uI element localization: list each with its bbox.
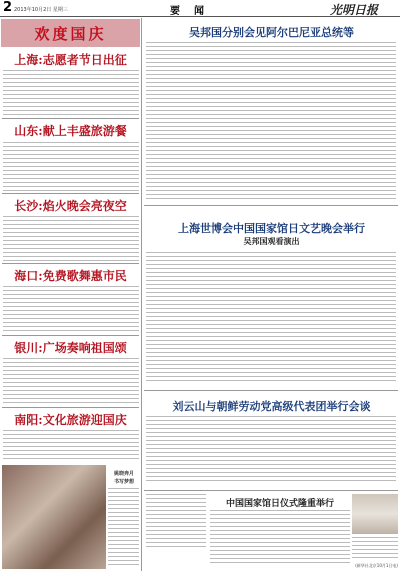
date-line: 2013年10月2日 星期三 (14, 7, 68, 13)
article-shanghai (3, 70, 139, 116)
photo-caption-2: 书写梦想 (113, 479, 134, 485)
rule (2, 193, 139, 194)
photo-caption-text (108, 488, 139, 568)
headline-shanghai: 上海:志愿者节日出征 (14, 53, 127, 67)
headline-liu: 刘云山与朝鲜劳动党高级代表团举行会谈 (172, 400, 371, 413)
article-yinchuan (3, 358, 139, 405)
sidebar-brief (146, 494, 206, 550)
rule (144, 205, 398, 206)
rule (144, 390, 398, 391)
column-divider (141, 18, 142, 571)
article-expo (146, 252, 396, 386)
banner-title: 欢度国庆 (34, 25, 107, 43)
newspaper-logo: 光明日报 (330, 3, 379, 17)
headline-expo: 上海世博会中国国家馆日文艺晚会举行 (178, 222, 365, 235)
page-number: 2 (3, 0, 13, 15)
rule (2, 263, 139, 264)
rule (144, 490, 398, 491)
banner (1, 19, 140, 47)
headline-changsha: 长沙:焰火晚会亮夜空 (14, 199, 127, 213)
rule (2, 118, 139, 119)
headline-ceremony: 中国国家馆日仪式隆重举行 (225, 499, 334, 509)
photo-ceremony-caption (352, 537, 398, 561)
article-changsha (3, 216, 139, 261)
headline-yinchuan: 银川:广场奏响祖国颂 (14, 341, 127, 355)
photo-calligraphy (2, 465, 106, 569)
article-haikou (3, 286, 139, 333)
article-shandong (3, 142, 139, 191)
headline-shandong: 山东:献上丰盛旅游餐 (14, 124, 127, 138)
headline-wu-meets: 吴邦国分别会见阿尔巴尼亚总统等 (189, 26, 354, 39)
article-ceremony (210, 510, 350, 568)
rule (2, 407, 139, 408)
article-nanyang (3, 430, 139, 462)
headline-haikou: 海口:免费歌舞惠市民 (14, 269, 127, 283)
footer-note: (新华社北京10月1日电) (355, 563, 398, 568)
article-liu (146, 416, 396, 486)
rule (2, 335, 139, 336)
subheadline-expo: 吴邦国观看演出 (243, 236, 300, 246)
headline-nanyang: 南阳:文化旅游迎国庆 (14, 413, 127, 427)
photo-ceremony (352, 494, 398, 534)
page-header (0, 0, 400, 17)
photo-caption-1: 姚晓奔月 (113, 471, 134, 477)
article-wu-meets (146, 42, 396, 202)
section-title: 要闻 (170, 6, 218, 17)
